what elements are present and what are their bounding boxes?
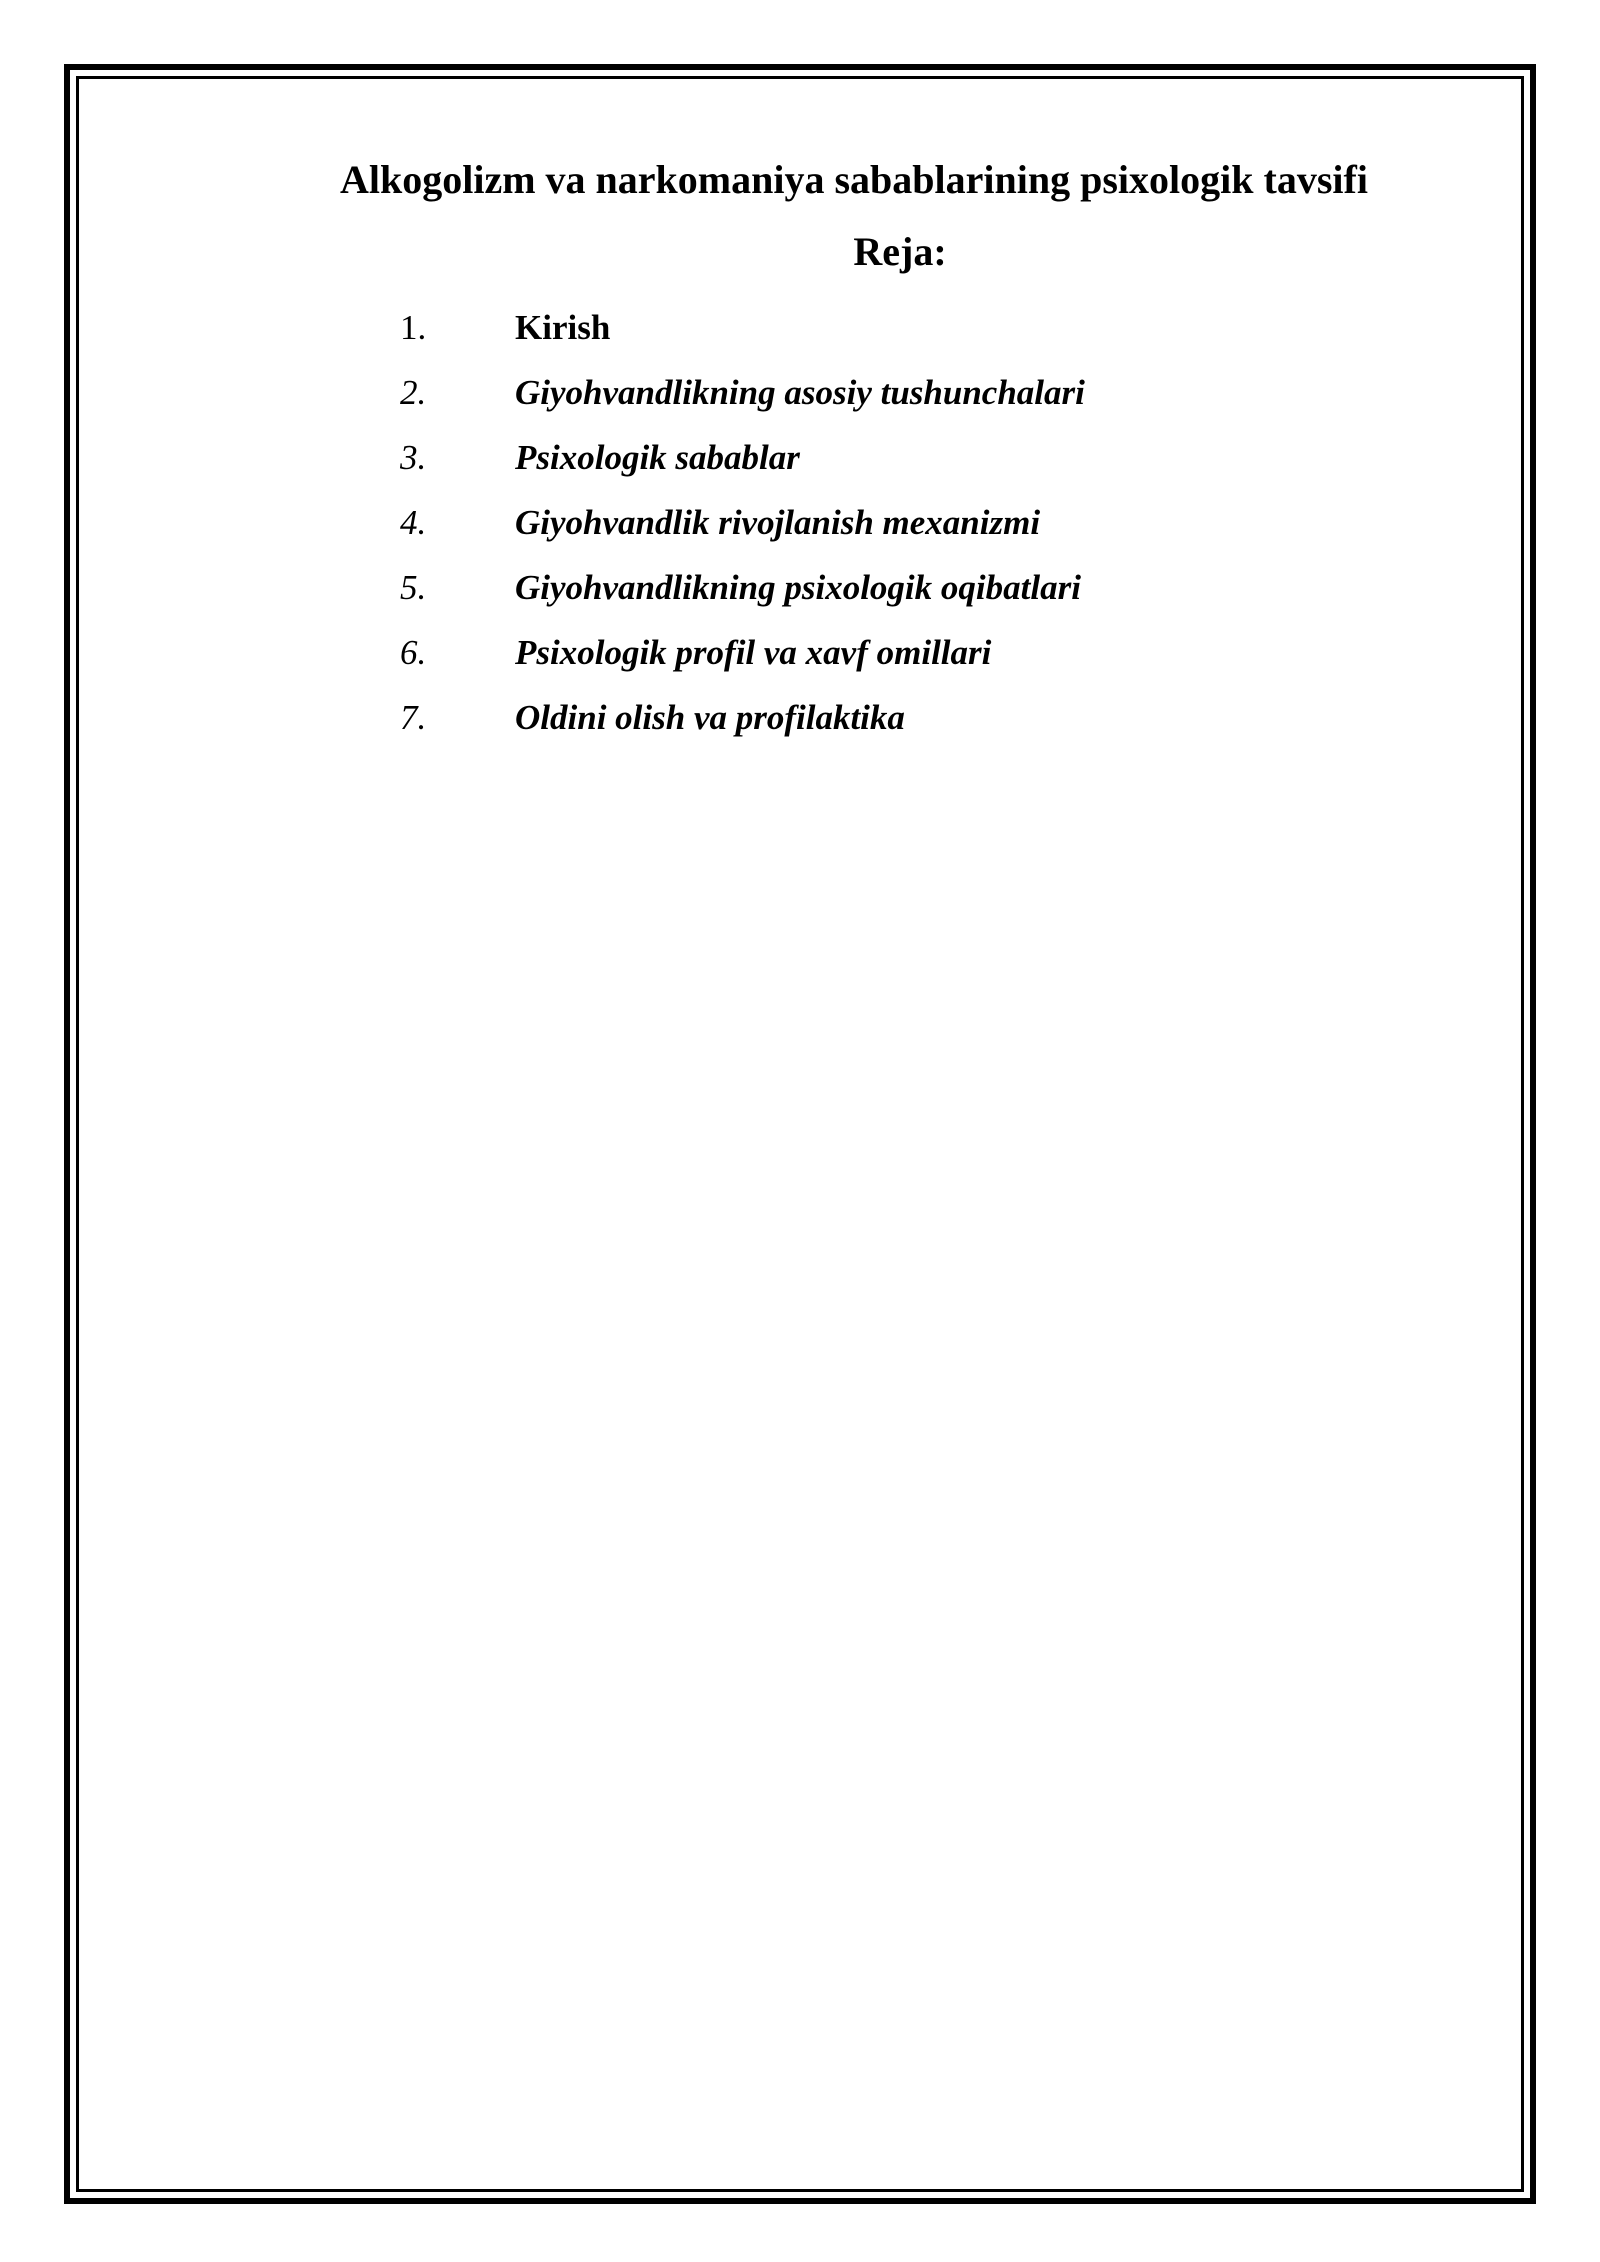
plan-item-text: Kirish [515, 307, 611, 347]
plan-list [400, 295, 1085, 750]
plan-item-text: Giyohvandlik rivojlanish mexanizmi [515, 502, 1041, 542]
plan-item [400, 620, 1085, 685]
plan-item-number: 4. [400, 502, 427, 542]
plan-item-text: Psixologik sabablar [515, 437, 800, 477]
plan-item-text: Giyohvandlikning asosiy tushunchalari [515, 372, 1085, 412]
plan-item-number: 2. [400, 372, 427, 412]
document-title: Alkogolizm va narkomaniya sabablarining psixologik tavsifi [340, 157, 1368, 202]
plan-item [400, 360, 1085, 425]
plan-item-number: 6. [400, 632, 427, 672]
plan-item [400, 295, 1085, 360]
plan-item-number: 3. [400, 437, 427, 477]
plan-item-text: Giyohvandlikning psixologik oqibatlari [515, 567, 1081, 607]
plan-item-text: Psixologik profil va xavf omillari [515, 632, 992, 672]
plan-item [400, 555, 1085, 620]
plan-item [400, 490, 1085, 555]
plan-item-number: 5. [400, 567, 427, 607]
plan-item [400, 685, 1085, 750]
plan-item-number: 1. [400, 307, 427, 347]
plan-heading: Reja: [853, 229, 947, 274]
plan-item [400, 425, 1085, 490]
plan-item-number: 7. [400, 697, 427, 737]
plan-item-text: Oldini olish va profilaktika [515, 697, 905, 737]
